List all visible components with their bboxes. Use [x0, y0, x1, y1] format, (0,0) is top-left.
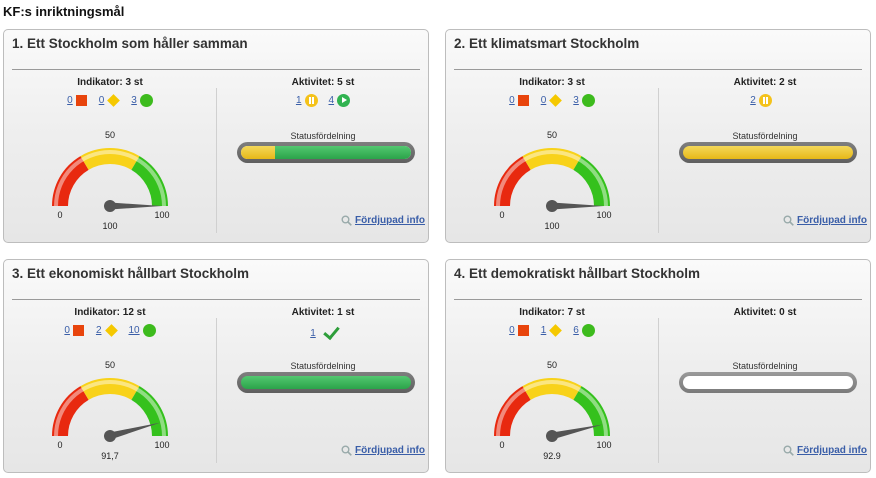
activity-counts [659, 94, 871, 107]
green-circle-icon [143, 324, 156, 337]
activity-paused-count[interactable]: 2 [750, 95, 756, 106]
indicator-red-count[interactable]: 0 [64, 325, 70, 336]
green-circle-icon [582, 324, 595, 337]
status-distribution-bar [679, 372, 857, 393]
activity-done-count[interactable]: 1 [310, 327, 316, 339]
pause-icon [305, 94, 318, 107]
red-square-icon [518, 325, 529, 336]
status-distribution-label: Statusfördelning [290, 361, 356, 371]
gauge-hub [104, 200, 116, 212]
gauge-max-label: 100 [154, 210, 170, 220]
gauge-value-label: 92.9 [543, 451, 561, 461]
more-info-link[interactable] [341, 215, 425, 226]
checkmark-icon [323, 323, 340, 340]
card-title: 4. Ett demokratiskt hållbart Stockholm [454, 266, 701, 281]
column-divider [216, 88, 217, 233]
divider [12, 69, 420, 70]
indicator-counts [446, 324, 658, 337]
card-title: 1. Ett Stockholm som håller samman [12, 36, 248, 51]
gauge-max-label: 100 [154, 440, 170, 450]
goal-card-3 [3, 259, 429, 473]
gauge-chart [484, 356, 634, 472]
divider [454, 69, 862, 70]
red-square-icon [76, 95, 87, 106]
more-info-label[interactable]: Fördjupad info [355, 445, 425, 456]
indicator-counts [446, 94, 658, 107]
status-distribution-label: Statusfördelning [732, 131, 798, 141]
divider [454, 299, 862, 300]
gauge-mid-label: 50 [104, 360, 116, 370]
status-distribution-label: Statusfördelning [290, 131, 356, 141]
magnifier-icon [341, 215, 352, 226]
status-green-segment [241, 376, 411, 389]
gauge-value-label: 100 [544, 221, 560, 231]
activity-counts [217, 324, 429, 342]
pause-icon [759, 94, 772, 107]
indicator-green-count[interactable]: 10 [128, 325, 140, 336]
activity-heading: Aktivitet: 5 st [291, 77, 355, 88]
indicator-yellow-count[interactable]: 2 [95, 325, 102, 336]
activity-paused-count[interactable]: 1 [295, 95, 302, 106]
more-info-label[interactable]: Fördjupad info [797, 215, 867, 226]
indicator-heading: Indikator: 3 st [519, 77, 585, 88]
divider [12, 299, 420, 300]
gauge-min-label: 0 [499, 210, 505, 220]
gauge-hub [546, 430, 558, 442]
indicator-yellow-count[interactable]: 1 [540, 325, 547, 336]
indicator-green-count[interactable]: 3 [573, 95, 579, 106]
gauge-mid-label: 50 [104, 130, 116, 140]
gauge-hub [546, 200, 558, 212]
gauge-mid-label: 50 [546, 360, 558, 370]
status-distribution-bar [237, 372, 415, 393]
gauge-chart [484, 126, 634, 242]
gauge-chart [42, 356, 192, 472]
column-divider [658, 318, 659, 463]
indicator-heading: Indikator: 12 st [74, 307, 146, 318]
red-square-icon [518, 95, 529, 106]
more-info-link[interactable] [783, 215, 867, 226]
indicator-counts [4, 94, 216, 107]
indicator-yellow-count[interactable]: 0 [98, 95, 105, 106]
more-info-link[interactable] [341, 445, 425, 456]
yellow-diamond-icon [549, 94, 562, 107]
indicator-red-count[interactable]: 0 [509, 325, 515, 336]
gauge-mid-label: 50 [546, 130, 558, 140]
goal-card-4 [445, 259, 871, 473]
red-square-icon [73, 325, 84, 336]
indicator-green-count[interactable]: 3 [131, 95, 137, 106]
more-info-label[interactable]: Fördjupad info [355, 215, 425, 226]
gauge-max-label: 100 [596, 440, 612, 450]
gauge-min-label: 0 [499, 440, 505, 450]
card-title: 2. Ett klimatsmart Stockholm [454, 36, 640, 51]
page-title: KF:s inriktningsmål [3, 4, 125, 19]
more-info-link[interactable] [783, 445, 867, 456]
gauge-hub [104, 430, 116, 442]
indicator-counts [4, 324, 216, 337]
gauge-value-label: 91,7 [101, 451, 119, 461]
indicator-yellow-count[interactable]: 0 [540, 95, 547, 106]
card-title: 3. Ett ekonomiskt hållbart Stockholm [12, 266, 250, 281]
gauge-min-label: 0 [57, 440, 63, 450]
goal-card-1 [3, 29, 429, 243]
magnifier-icon [341, 445, 352, 456]
green-circle-icon [582, 94, 595, 107]
indicator-green-count[interactable]: 6 [573, 325, 579, 336]
activity-started-count[interactable]: 4 [328, 95, 335, 106]
yellow-diamond-icon [105, 324, 118, 337]
column-divider [658, 88, 659, 233]
indicator-red-count[interactable]: 0 [67, 95, 73, 106]
indicator-heading: Indikator: 3 st [77, 77, 143, 88]
magnifier-icon [783, 215, 794, 226]
indicator-red-count[interactable]: 0 [509, 95, 515, 106]
activity-counts [217, 94, 429, 107]
play-icon [337, 94, 350, 107]
magnifier-icon [783, 445, 794, 456]
status-distribution-label: Statusfördelning [732, 361, 798, 371]
status-distribution-bar [679, 142, 857, 163]
goal-card-2 [445, 29, 871, 243]
activity-heading: Aktivitet: 1 st [291, 307, 355, 318]
indicator-heading: Indikator: 7 st [519, 307, 585, 318]
yellow-diamond-icon [107, 94, 120, 107]
activity-heading: Aktivitet: 0 st [733, 307, 797, 318]
status-distribution-bar [237, 142, 415, 163]
green-circle-icon [140, 94, 153, 107]
activity-heading: Aktivitet: 2 st [733, 77, 797, 88]
more-info-label[interactable]: Fördjupad info [797, 445, 867, 456]
gauge-max-label: 100 [596, 210, 612, 220]
status-yellow-segment [241, 146, 275, 159]
yellow-diamond-icon [549, 324, 562, 337]
gauge-min-label: 0 [57, 210, 63, 220]
status-green-segment [275, 146, 411, 159]
gauge-value-label: 100 [102, 221, 118, 231]
status-yellow-segment [683, 146, 853, 159]
gauge-chart [42, 126, 192, 242]
